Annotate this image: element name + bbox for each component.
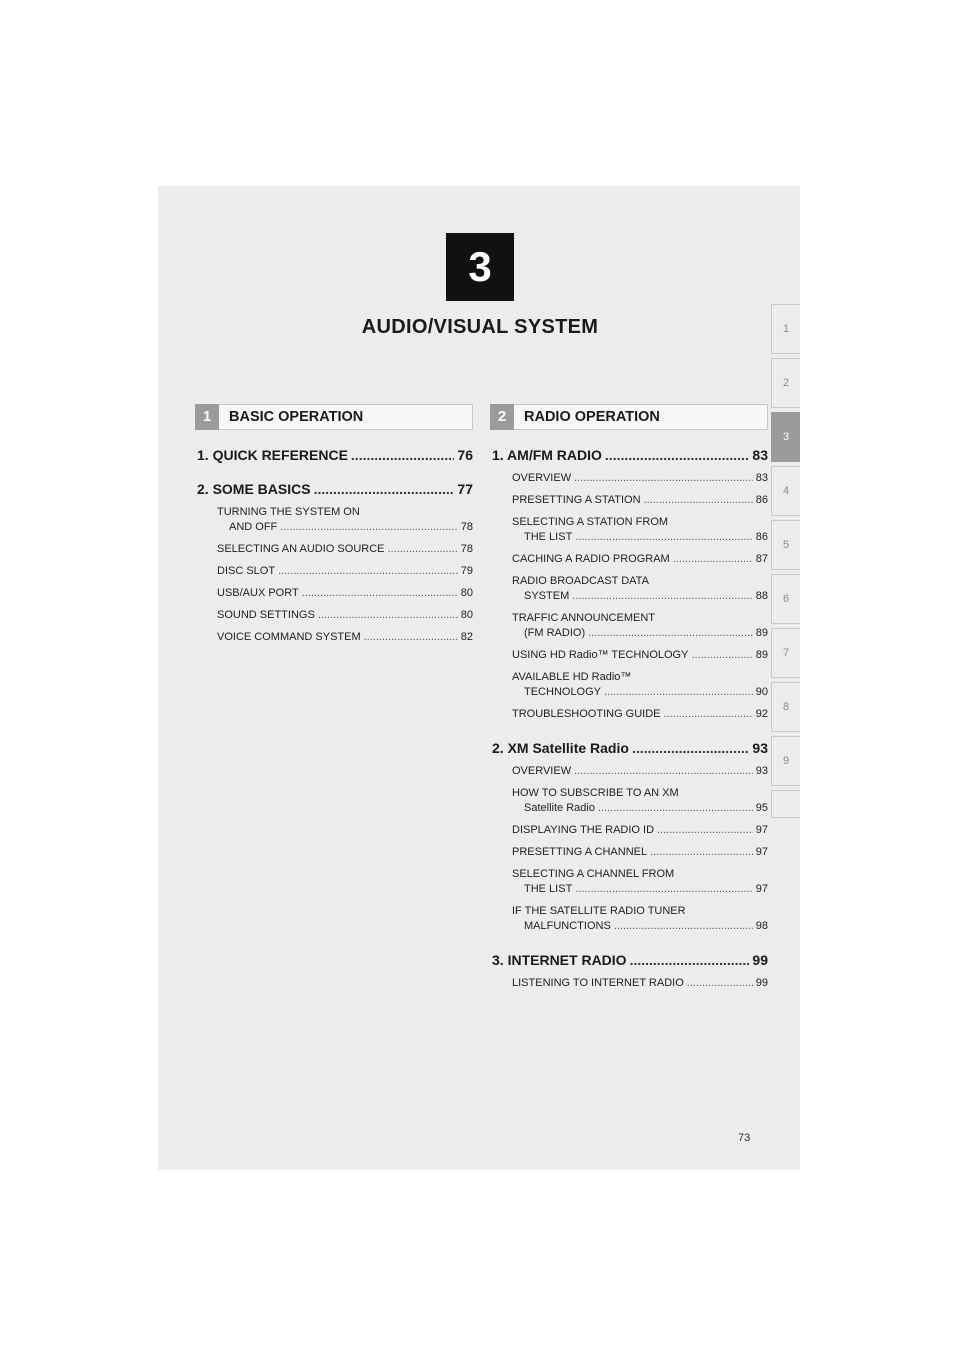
toc-subentry[interactable] [512,574,768,604]
toc-subentry[interactable] [512,611,768,641]
toc-subentry-page: 92 [755,708,768,720]
toc-subentry-label: TURNING THE SYSTEM ON [217,506,360,518]
toc-entry[interactable] [490,952,768,968]
toc-subentry-page: 82 [460,631,473,643]
toc-subentry[interactable] [512,976,768,991]
leader-dots [604,685,753,700]
toc-subentry-label: RADIO BROADCAST DATA [512,575,649,587]
chapter-tab-8[interactable]: 8 [771,682,800,732]
toc-column-radio-operation [490,404,768,998]
toc-subentry-page: 86 [755,494,768,506]
section-title: RADIO OPERATION [524,409,660,425]
toc-subentry[interactable] [512,493,768,508]
toc-entry[interactable] [490,740,768,756]
leader-dots [614,919,753,934]
toc-subentry[interactable] [512,904,768,934]
toc-subentry-label: THE LIST [524,883,573,895]
toc-column-basic-operation [195,404,473,652]
toc-subentry-page: 78 [460,521,473,533]
toc-entry[interactable] [195,447,473,463]
toc-subentry-line [512,764,768,779]
toc-subentry-label: PRESETTING A STATION [512,494,641,506]
toc-subentry-line [512,670,768,685]
toc-subentry-page: 90 [755,686,768,698]
toc-subentry-line [512,493,768,508]
toc-subentry-page: 97 [755,846,768,858]
toc-subentry-page: 99 [755,977,768,989]
toc-subentry[interactable] [512,648,768,663]
toc-subentry-page: 79 [460,565,473,577]
toc-subentry-line [512,786,768,801]
leader-dots [351,447,455,463]
toc-entry-page: 93 [752,740,768,756]
toc-subentry[interactable] [512,707,768,722]
toc-entry-page: 76 [457,447,473,463]
toc-subentry-label: TROUBLESHOOTING GUIDE [512,708,661,720]
leader-dots [314,481,455,497]
toc-subentry[interactable] [512,786,768,816]
toc-entry-label: 2. XM Satellite Radio [492,740,629,756]
toc-subentry-page: 80 [460,609,473,621]
toc-subentry-label: SELECTING A STATION FROM [512,516,669,528]
toc-subentry[interactable] [512,845,768,860]
toc-subentry-label: USING HD Radio™ TECHNOLOGY [512,649,689,661]
toc-subentry-line [512,589,768,604]
toc-subentry-label: SOUND SETTINGS [217,609,315,621]
chapter-tab-5[interactable]: 5 [771,520,800,570]
toc-subentry-line [512,530,768,545]
toc-subentry-line [512,867,768,882]
toc-subentry-label: LISTENING TO INTERNET RADIO [512,977,684,989]
toc-subentry-label: PRESETTING A CHANNEL [512,846,648,858]
toc-subentry-line [512,882,768,897]
toc-subentry-page: 88 [755,590,768,602]
toc-subentry-page: 89 [755,649,768,661]
toc-subentry[interactable] [217,564,473,579]
toc-subentry-line [512,845,768,860]
page-number: 73 [738,1132,751,1144]
section-number: 1 [195,404,219,430]
toc-subentry-list [490,471,768,722]
toc-subentry-label: HOW TO SUBSCRIBE TO AN XM [512,787,679,799]
chapter-tab-9[interactable]: 9 [771,736,800,786]
toc-subentry-line [217,564,473,579]
toc-subentry-label: SYSTEM [524,590,570,602]
toc-subentry-label: SELECTING AN AUDIO SOURCE [217,543,385,555]
chapter-tab-strip [771,304,801,822]
leader-dots [598,801,753,816]
toc-subentry-label: SELECTING A CHANNEL FROM [512,868,675,880]
toc-subentry-line [512,552,768,567]
toc-subentry-page: 93 [755,765,768,777]
toc-entry-page: 83 [752,447,768,463]
toc-subentry[interactable] [512,670,768,700]
chapter-tab-6[interactable]: 6 [771,574,800,624]
toc-subentry[interactable] [512,867,768,897]
toc-subentry-line [217,608,473,623]
toc-subentry-label: IF THE SATELLITE RADIO TUNER [512,905,686,917]
toc-subentry-page: 80 [460,587,473,599]
toc-entry-label: 3. INTERNET RADIO [492,952,627,968]
toc-subentry-label: USB/AUX PORT [217,587,299,599]
leader-dots [387,542,457,557]
toc-entry-page: 99 [752,952,768,968]
section-header [490,404,768,430]
leader-dots [632,740,749,756]
section-header [195,404,473,430]
leader-dots [278,564,458,579]
leader-dots [691,648,752,663]
toc-subentry-label: OVERVIEW [512,765,572,777]
toc-subentry-line [512,648,768,663]
toc-subentry-page: 95 [755,802,768,814]
leader-dots [644,493,753,508]
toc-subentry-line [512,515,768,530]
leader-dots [574,764,753,779]
toc-subentry-label: TECHNOLOGY [524,686,602,698]
toc-subentry-label: MALFUNCTIONS [524,920,611,932]
toc-subentry-line [217,630,473,645]
toc-subentry-page: 97 [755,824,768,836]
toc-subentry-page: 98 [755,920,768,932]
toc-subentry[interactable] [217,608,473,623]
leader-dots [588,626,753,641]
toc-entry-label: 2. SOME BASICS [197,481,311,497]
toc-subentry-label: Satellite Radio [524,802,595,814]
toc-subentry-page: 83 [755,472,768,484]
toc-subentry[interactable] [512,515,768,545]
leader-dots [664,707,753,722]
toc-subentry[interactable] [217,542,473,557]
toc-subentry-label: VOICE COMMAND SYSTEM [217,631,361,643]
toc-subentry-label: AND OFF [229,521,278,533]
toc-subentry-line [512,823,768,838]
chapter-number-box: 3 [446,233,514,301]
leader-dots [650,845,753,860]
toc-subentry-label: AVAILABLE HD Radio™ [512,671,632,683]
toc-subentry-line [512,626,768,641]
toc-subentry-label: DISC SLOT [217,565,276,577]
toc-subentry-page: 87 [755,553,768,565]
toc-subentry-line [512,919,768,934]
section-title: BASIC OPERATION [229,409,364,425]
leader-dots [575,882,752,897]
leader-dots [574,471,753,486]
leader-dots [302,586,458,601]
toc-subentry-page: 89 [755,627,768,639]
leader-dots [687,976,753,991]
leader-dots [630,952,750,968]
toc-entry[interactable] [195,481,473,497]
toc-subentry-list [490,976,768,991]
leader-dots [364,630,458,645]
toc-subentry-label: TRAFFIC ANNOUNCEMENT [512,612,655,624]
leader-dots [318,608,458,623]
section-number: 2 [490,404,514,430]
toc-subentry-line [217,586,473,601]
toc-subentry[interactable] [512,471,768,486]
toc-subentry-label: (FM RADIO) [524,627,586,639]
toc-subentry-label: OVERVIEW [512,472,572,484]
leader-dots [280,520,457,535]
chapter-tab-index[interactable] [771,790,800,818]
toc-subentry-line [512,801,768,816]
toc-subentry[interactable] [217,630,473,645]
toc-subentry-page: 97 [755,883,768,895]
leader-dots [572,589,753,604]
toc-subentry[interactable] [512,764,768,779]
toc-subentry-list [490,764,768,934]
toc-subentry-line [512,574,768,589]
chapter-tab-7[interactable]: 7 [771,628,800,678]
toc-entry-label: 1. AM/FM RADIO [492,447,602,463]
toc-subentry-list [195,505,473,645]
chapter-tab-3[interactable]: 3 [771,412,800,462]
toc-subentry-page: 78 [460,543,473,555]
toc-subentry-line [217,520,473,535]
toc-subentry-line [217,505,473,520]
toc-subentry-label: CACHING A RADIO PROGRAM [512,553,670,565]
toc-subentry-label: THE LIST [524,531,573,543]
toc-entry[interactable] [490,447,768,463]
toc-entry-label: 1. QUICK REFERENCE [197,447,348,463]
chapter-tab-1[interactable]: 1 [771,304,800,354]
chapter-title: AUDIO/VISUAL SYSTEM [361,316,599,338]
toc-subentry-line [512,707,768,722]
leader-dots [575,530,752,545]
toc-subentry[interactable] [217,586,473,601]
toc-subentry-line [512,471,768,486]
toc-subentry[interactable] [512,552,768,567]
leader-dots [605,447,750,463]
chapter-tab-4[interactable]: 4 [771,466,800,516]
toc-subentry[interactable] [512,823,768,838]
toc-subentry-line [217,542,473,557]
toc-entry-page: 77 [457,481,473,497]
toc-subentry-line [512,904,768,919]
chapter-tab-2[interactable]: 2 [771,358,800,408]
toc-subentry-page: 86 [755,531,768,543]
toc-subentry[interactable] [217,505,473,535]
leader-dots [657,823,753,838]
toc-subentry-label: DISPLAYING THE RADIO ID [512,824,655,836]
toc-subentry-line [512,976,768,991]
toc-subentry-line [512,611,768,626]
toc-subentry-line [512,685,768,700]
leader-dots [673,552,753,567]
